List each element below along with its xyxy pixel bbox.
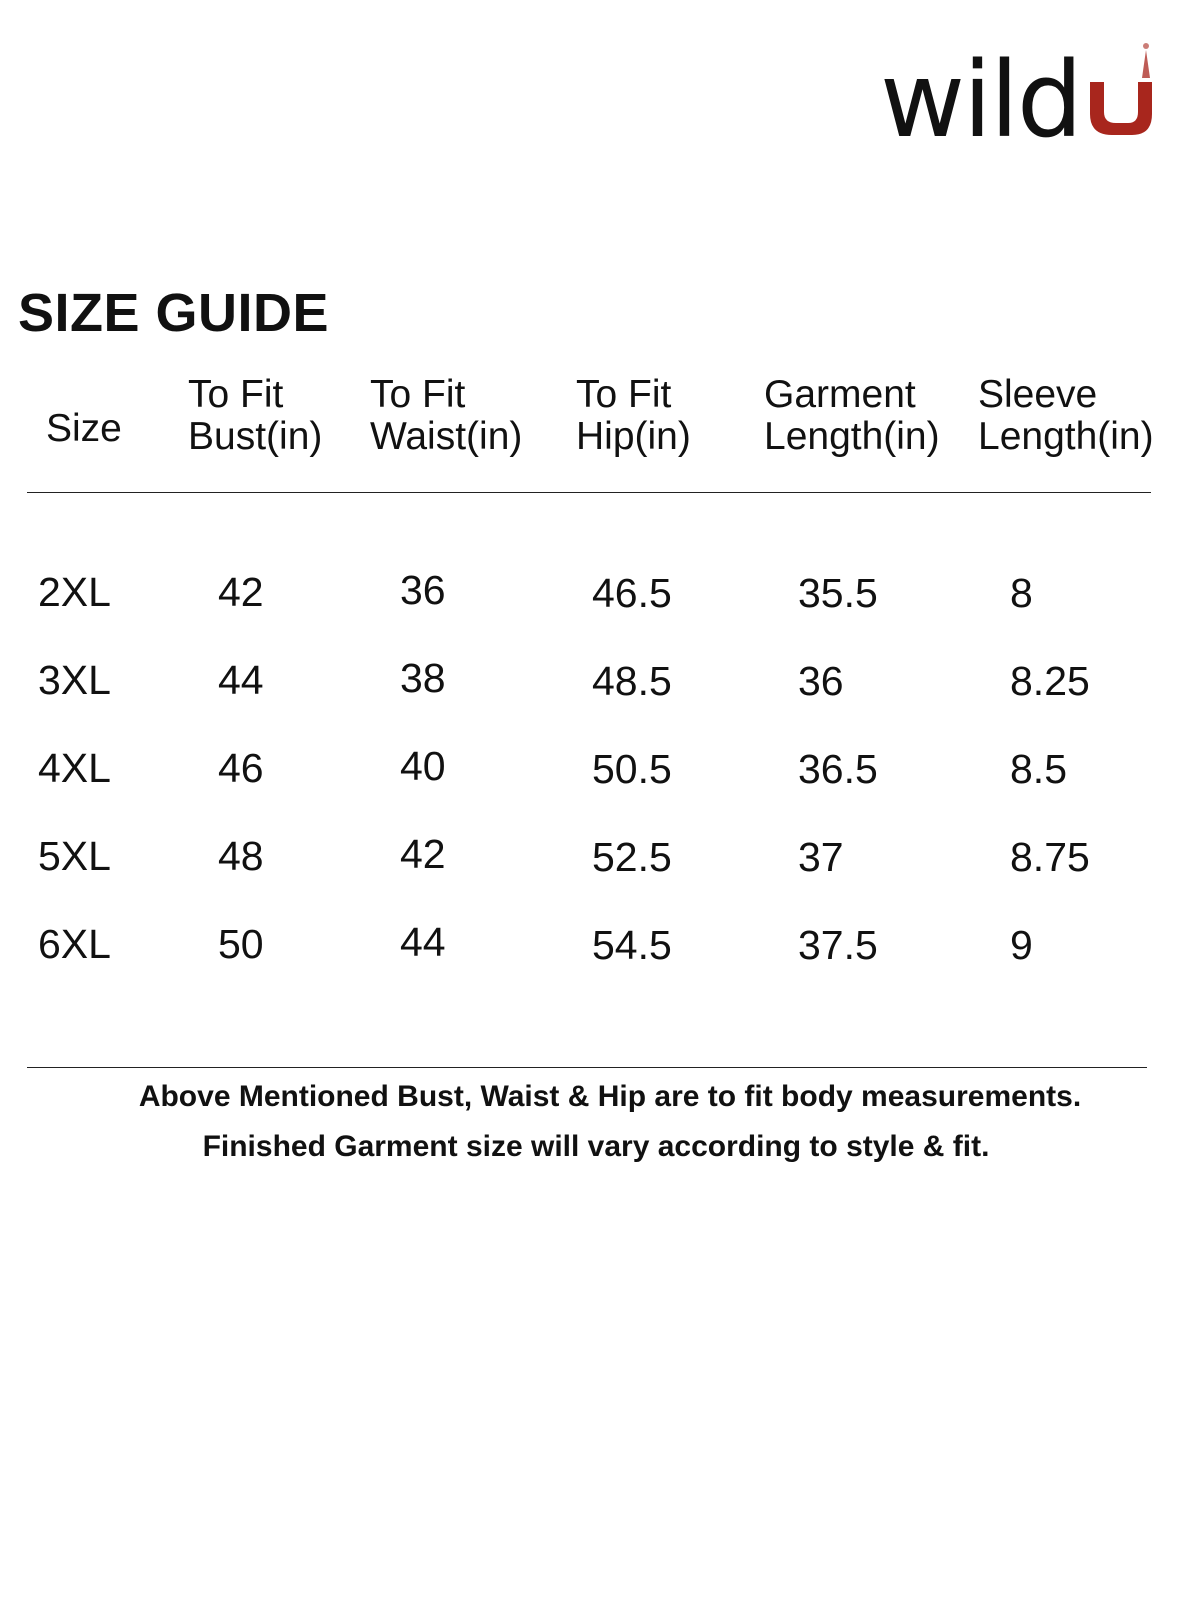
column-header-hip: To Fit Hip(in) <box>576 373 691 458</box>
waist-cell: 44 <box>400 919 446 965</box>
waist-cell: 38 <box>400 655 446 701</box>
page-title: SIZE GUIDE <box>18 283 330 343</box>
brand-u-mark-icon <box>1090 82 1152 135</box>
footer-divider <box>27 1067 1147 1068</box>
waist-cell: 36 <box>400 567 446 613</box>
size-cell: 5XL <box>38 833 111 879</box>
bust-cell: 46 <box>218 745 264 791</box>
sleeve-length-cell: 8.25 <box>1010 658 1090 704</box>
bust-cell: 48 <box>218 833 264 879</box>
hip-cell: 50.5 <box>592 746 672 792</box>
sleeve-length-cell: 8 <box>1010 570 1033 616</box>
hip-cell: 46.5 <box>592 570 672 616</box>
garment-length-cell: 37.5 <box>798 922 878 968</box>
sleeve-length-cell: 8.5 <box>1010 746 1067 792</box>
column-header-bust: To Fit Bust(in) <box>188 373 323 458</box>
bust-cell: 50 <box>218 921 264 967</box>
column-header-size: Size <box>46 407 122 450</box>
hip-cell: 48.5 <box>592 658 672 704</box>
column-header-garment-length: Garment Length(in) <box>764 373 940 458</box>
size-cell: 6XL <box>38 921 111 967</box>
garment-length-cell: 36.5 <box>798 746 878 792</box>
hip-cell: 52.5 <box>592 834 672 880</box>
column-header-sleeve-length: Sleeve Length(in) <box>978 373 1154 458</box>
column-header-waist: To Fit Waist(in) <box>370 373 523 458</box>
garment-length-cell: 36 <box>798 658 844 704</box>
brand-logo-wordmark: wild <box>880 39 1081 156</box>
note-line-2: Finished Garment size will vary according to style & fit. <box>202 1130 990 1163</box>
wild-u-logo-icon <box>880 36 1180 156</box>
header-divider <box>27 492 1151 493</box>
garment-length-cell: 37 <box>798 834 844 880</box>
bust-cell: 44 <box>218 657 264 703</box>
garment-length-cell: 35.5 <box>798 570 878 616</box>
size-cell: 4XL <box>38 745 111 791</box>
bust-cell: 42 <box>218 569 264 615</box>
brand-logo <box>880 36 1180 156</box>
size-cell: 3XL <box>38 657 111 703</box>
waist-cell: 40 <box>400 743 446 789</box>
sleeve-length-cell: 9 <box>1010 922 1033 968</box>
waist-cell: 42 <box>400 831 446 877</box>
note-line-1: Above Mentioned Bust, Waist & Hip are to fit body measurements. <box>138 1080 1082 1113</box>
hip-cell: 54.5 <box>592 922 672 968</box>
sleeve-length-cell: 8.75 <box>1010 834 1090 880</box>
size-cell: 2XL <box>38 569 111 615</box>
